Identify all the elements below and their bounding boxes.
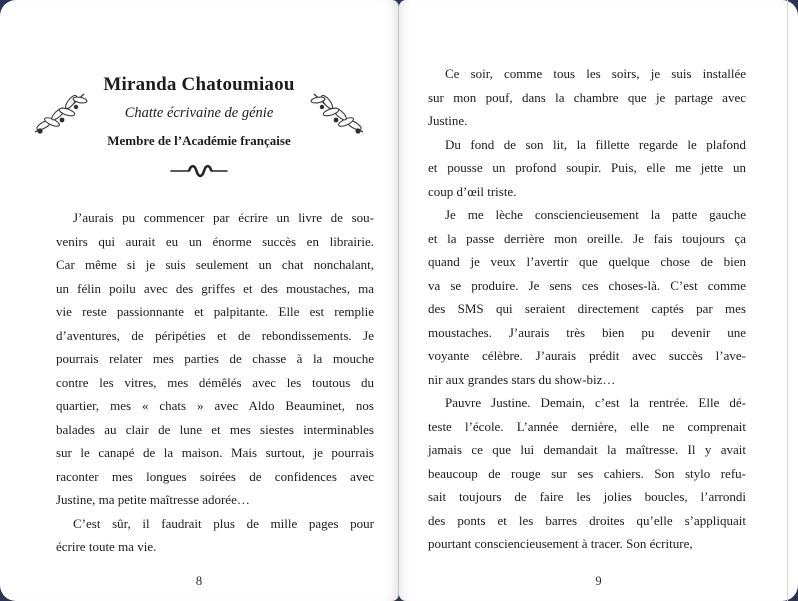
text-line: balades au clair de lune et mes siestes interminables	[56, 421, 374, 437]
text-line: voyante célèbre. J’aurais prédit avec succès l’ave-	[428, 348, 746, 363]
text-line: et la passe derrière mon oreille. Je fais toujours ça	[428, 230, 746, 246]
text-line: un félin poilu avec des griffes et des moustaches, ma	[56, 280, 374, 296]
text-line: pourtant consciencieusement à tracer. Son écriture,	[428, 536, 693, 551]
text-line: C’est sûr, il faudrait plus de mille pages pour	[73, 515, 374, 531]
chapter-title: Miranda Chatoumiaou	[103, 74, 295, 95]
text-line: sur le canapé de la maison. Mais surtout, je pourrais	[56, 445, 374, 460]
page-edge-line	[787, 0, 788, 601]
header-ornaments-row	[32, 74, 366, 149]
text-line: quartier, mes « chats » avec Aldo Beauminet, nos	[56, 398, 374, 413]
text-line: Je me lèche consciencieusement la patte gauche	[445, 207, 746, 222]
olive-branch-right-icon	[310, 87, 366, 137]
text-line: vie reste passionnante et palpitante. Elle est remplie	[56, 304, 374, 319]
text-line: des SMS qui seraient directement captés par mes	[428, 301, 746, 316]
text-line: va se produire. Je sens ces choses-là. C’est comme	[428, 277, 746, 293]
text-line: beaucoup de rouge sur ses cahiers. Son stylo refu-	[428, 465, 746, 481]
left-page-text	[56, 206, 374, 559]
paragraph	[56, 512, 374, 559]
text-line: quand je veux l’avertir que quelque chose de bien	[428, 254, 746, 269]
ornament-squiggle-icon	[169, 164, 229, 178]
text-line: raconter mes longues soirées de confidences avec	[56, 468, 374, 484]
text-line: Car même si je suis seulement un chat nonchalant,	[56, 257, 374, 272]
paragraph	[428, 203, 746, 391]
text-line: Justine.	[428, 113, 468, 128]
text-line: venirs qui aurait eu un énorme succès en librairie.	[56, 233, 374, 249]
page-right	[399, 0, 798, 601]
text-line: coup d’œil triste.	[428, 183, 517, 199]
text-line: moustaches. J’aurais très bien pu devenir une	[428, 324, 746, 340]
text-line: écrire toute ma vie.	[56, 539, 157, 554]
text-line: Pauvre Justine. Demain, c’est la rentrée. Elle dé-	[445, 395, 746, 410]
text-line: J’aurais pu commencer par écrire un livre de sou-	[73, 210, 374, 225]
text-line: d’aventures, de péripéties et de rebondissements. Je	[56, 327, 374, 343]
text-line: jamais ce que lui demandait la maîtresse. Il y avait	[428, 442, 746, 457]
chapter-affiliation: Membre de l’Académie française	[107, 133, 291, 148]
text-line: contre les vitres, mes démêlés avec les toutous du	[56, 374, 374, 390]
right-page-text	[428, 62, 746, 556]
text-line: Du fond de son lit, la fillette regarde le plafond	[445, 136, 746, 152]
page-number-right: 9	[595, 574, 602, 588]
header-text	[92, 74, 306, 149]
text-line: Justine, ma petite maîtresse adorée…	[56, 492, 250, 507]
text-line: sait toujours de faire les jolies boucles, l’arrondi	[428, 489, 746, 504]
text-line: nir aux grandes stars du show-biz…	[428, 371, 616, 387]
paragraph	[428, 62, 746, 133]
text-line: et pousse un profond soupir. Puis, elle me jette un	[428, 160, 746, 175]
text-line: des ponts et les barres droites qu’elle s’appliquait	[428, 512, 746, 528]
text-line: Ce soir, comme tous les soirs, je suis installée	[445, 66, 746, 81]
text-line: sur mon pouf, dans la chambre que je partage avec	[428, 89, 746, 105]
text-line: pourrais relater mes parties de chasse à la mouche	[56, 351, 374, 366]
chapter-subtitle: Chatte écrivaine de génie	[124, 105, 274, 121]
chapter-header	[0, 74, 398, 178]
paragraph	[428, 133, 746, 204]
text-line: teste l’école. L’année dernière, elle ne comprenait	[428, 418, 746, 434]
page-number-left: 8	[195, 574, 203, 588]
olive-branch-left-icon	[32, 87, 88, 137]
paragraph	[428, 391, 746, 556]
paragraph	[56, 206, 374, 512]
